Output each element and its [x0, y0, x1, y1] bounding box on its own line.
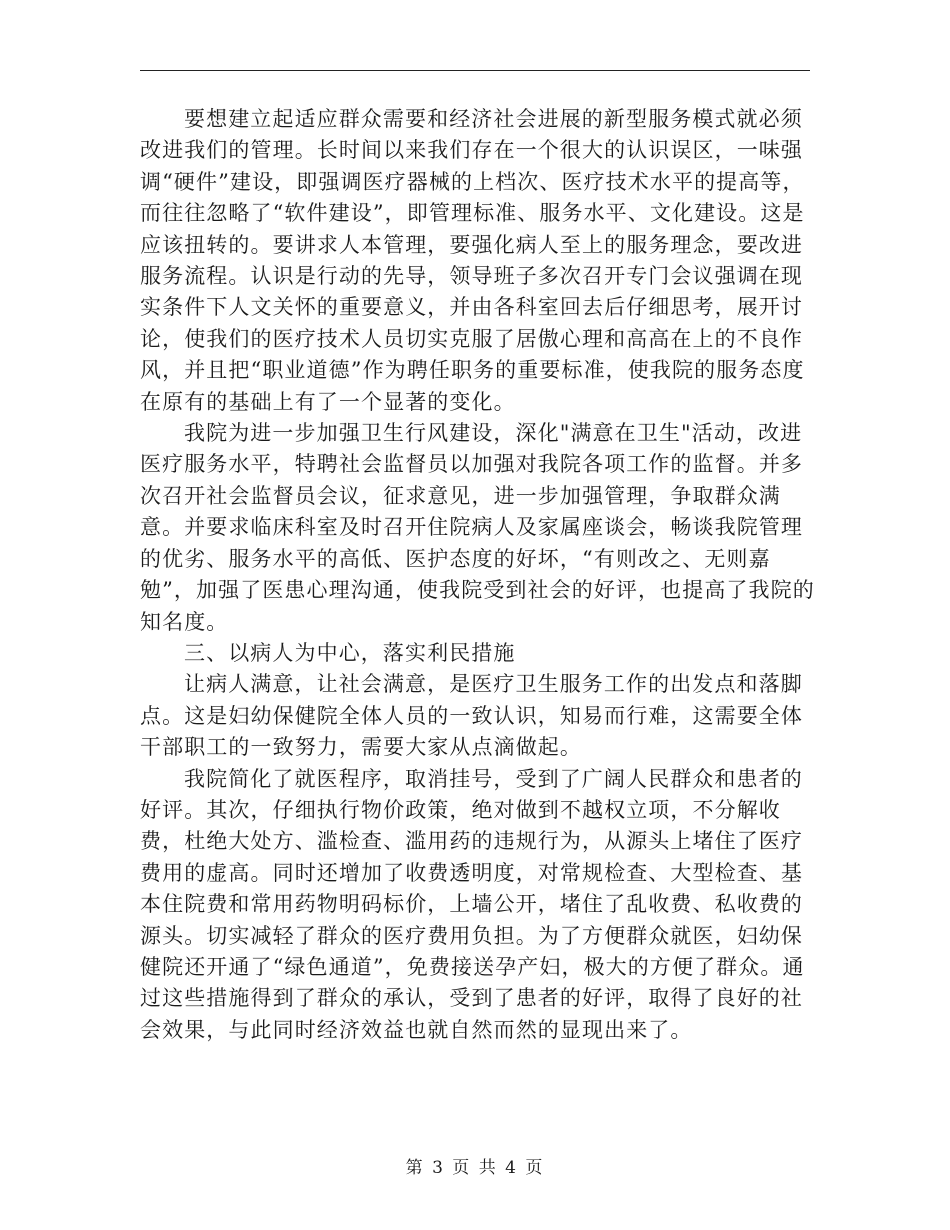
document-body [140, 104, 816, 1046]
section-heading-patient-centered: 三、以病人为中心，落实利民措施 [184, 640, 516, 665]
header-rule [140, 70, 810, 71]
paragraph-patient-satisfaction: 让病人满意，让社会满意，是医疗卫生服务工作的出发点和落脚点。这是妇幼保健院全体人员的一致认识，知易而行难，这需要全体干部职工的一致努力，需要大家从点滴做起。 [140, 672, 803, 760]
paragraph-social-supervision: 我院为进一步加强卫生行风建设，深化"满意在卫生"活动，改进医疗服务水平，特聘社会监督员以加强对我院各项工作的监督。并多次召开社会监督员会议，征求意见，进一步加强管理，争取群众满意。并要求临床科室及时召开住院病人及家属座谈会，畅谈我院管理的优劣、服务水平的高低、医护态度的好坏，“有则改之、无则嘉勉”，加强了医患心理沟通，使我院受到社会的好评，也提高了我院的知名度。 [140, 421, 815, 634]
paragraph-simplified-procedures: 我院简化了就医程序，取消挂号，受到了广阔人民群众和患者的好评。其次，仔细执行物价政策，绝对做到不越权立项，不分解收费，杜绝大处方、滥检查、滥用药的违规行为，从源头上堵住了医疗费用的虚高。同时还增加了收费透明度，对常规检查、大型检查、基本住院费和常用药物明码标价，上墙公开，堵住了乱收费、私收费的源头。切实减轻了群众的医疗费用负担。为了方便群众就医，妇幼保健院还开通了“绿色通道”，免费接送孕产妇，极大的方便了群众。通过这些措施得到了群众的承认，受到了患者的好评，取得了良好的社会效果，与此同时经济效益也就自然而然的显现出来了。 [140, 766, 805, 1042]
page-number-footer: 第 3 页 共 4 页 [405, 1158, 545, 1178]
paragraph-management-reform: 要想建立起适应群众需要和经济社会进展的新型服务模式就必须改进我们的管理。长时间以来我们存在一个很大的认识误区，一味强调“硬件”建设，即强调医疗器械的上档次、医疗技术水平的提高等，而往往忽略了“软件建设”，即管理标准、服务水平、文化建设。这是应该扭转的。要讲求人本管理，要强化病人至上的服务理念，要改进服务流程。认识是行动的先导，领导班子多次召开专门会议强调在现实条件下人文关怀的重要意义，并由各科室回去后仔细思考，展开讨论，使我们的医疗技术人员切实克服了居傲心理和高高在上的不良作风，并且把“职业道德”作为聘任职务的重要标准，使我院的服务态度在原有的基础上有了一个显著的变化。 [140, 107, 805, 414]
